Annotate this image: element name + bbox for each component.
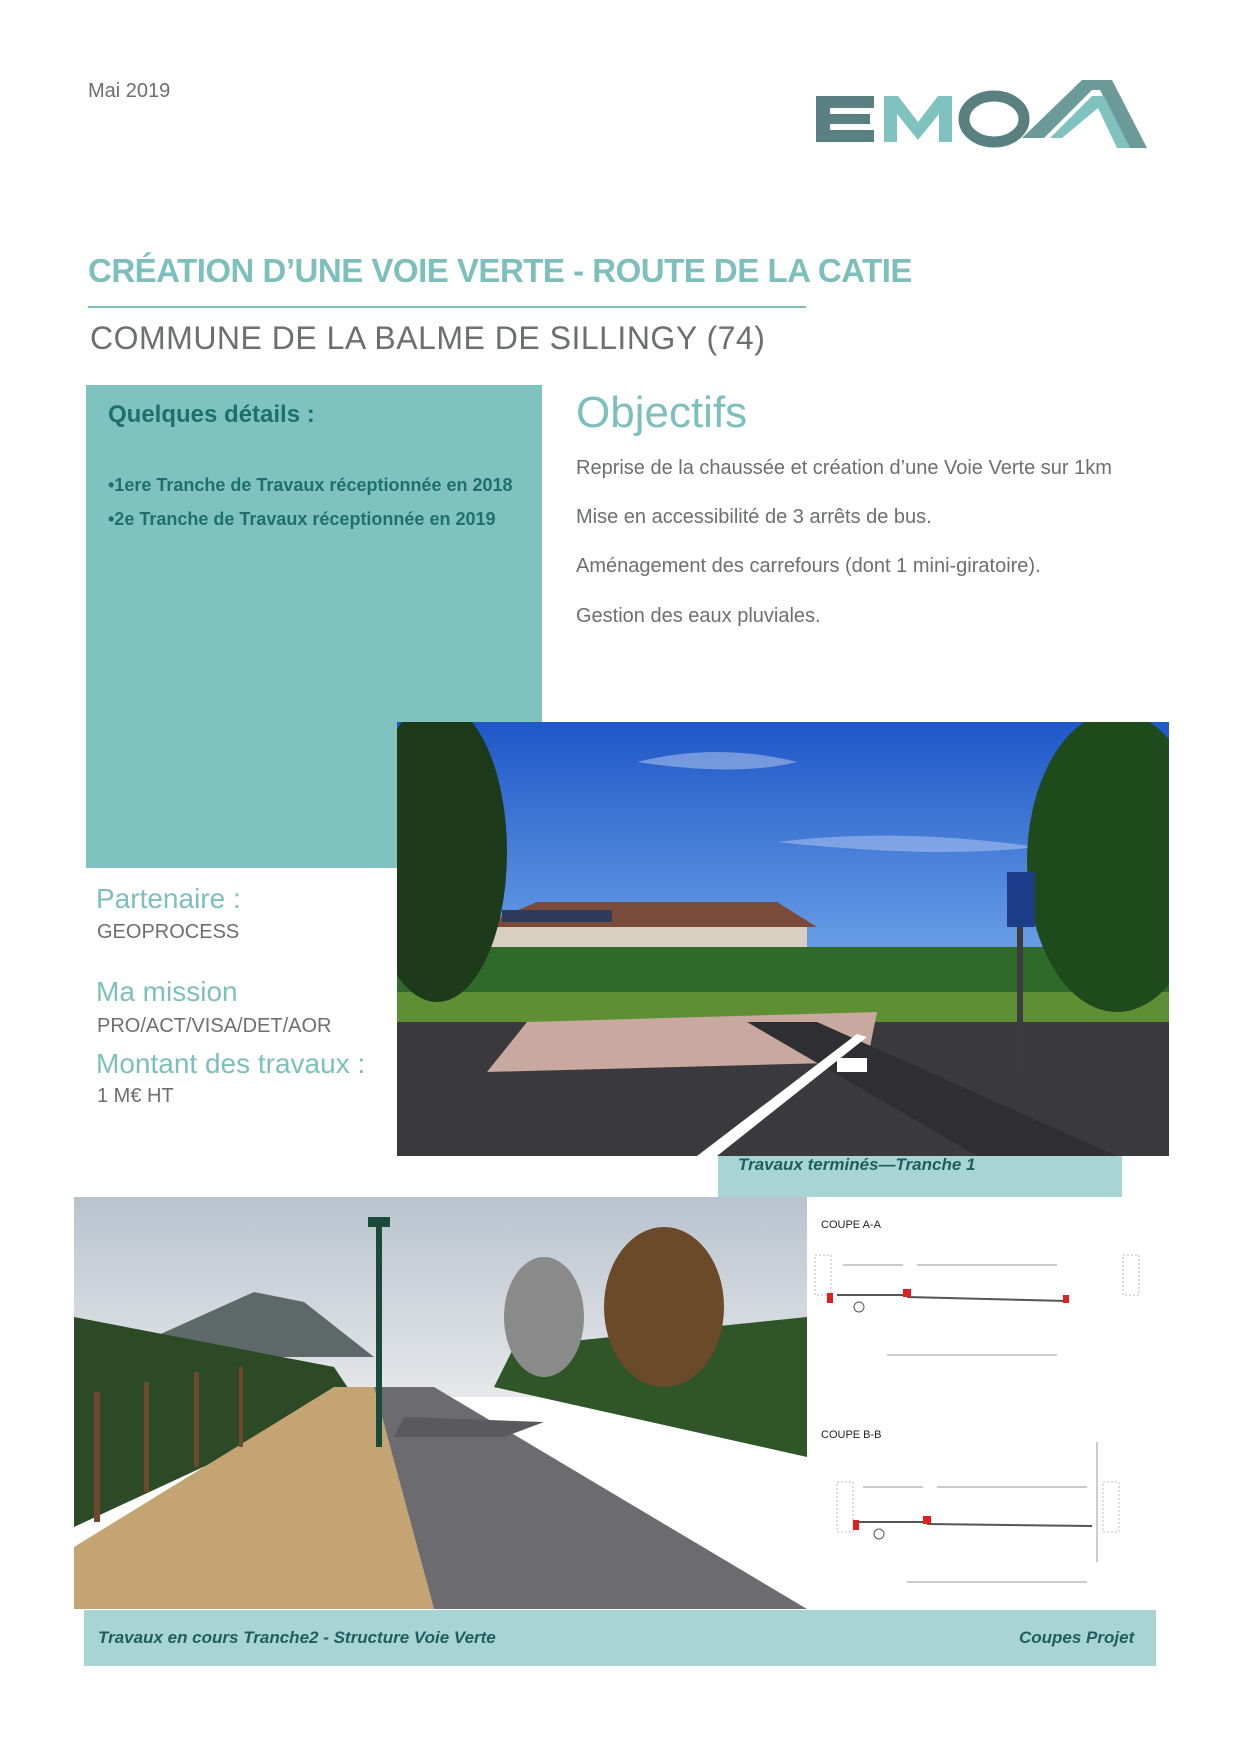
- page-subtitle: COMMUNE DE LA BALME DE SILLINGY (74): [90, 320, 766, 356]
- caption-photo2: Travaux en cours Tranche2 - Structure Voie Verte: [98, 1628, 496, 1647]
- section-a-drawing: [807, 1235, 1167, 1385]
- details-heading: Quelques détails :: [108, 401, 315, 428]
- photo-works-in-progress: [74, 1197, 807, 1609]
- photo-finished-works: [397, 722, 1169, 1156]
- page-title: CRÉATION D’UNE VOIE VERTE - ROUTE DE LA CATIE: [88, 252, 912, 289]
- company-logo: [812, 60, 1147, 160]
- mission-value: PRO/ACT/VISA/DET/AOR: [97, 1015, 332, 1037]
- caption-plans: Coupes Projet: [1019, 1628, 1135, 1647]
- details-item: •1ere Tranche de Travaux réceptionnée en 2018: [108, 475, 513, 495]
- partner-value: GEOPROCESS: [97, 921, 240, 943]
- objective-item: Reprise de la chaussée et création d’une Voie Verte sur 1km: [576, 457, 1112, 479]
- objective-item: Gestion des eaux pluviales.: [576, 605, 821, 627]
- partner-label: Partenaire :: [96, 883, 241, 914]
- caption-photo1: Travaux terminés—Tranche 1: [738, 1155, 976, 1174]
- section-a-title: COUPE A-A: [821, 1219, 881, 1231]
- amount-value: 1 M€ HT: [97, 1085, 174, 1107]
- plans-sections: [807, 1197, 1167, 1609]
- amount-label: Montant des travaux :: [96, 1048, 366, 1079]
- title-divider: [88, 306, 806, 308]
- objectives-heading: Objectifs: [576, 388, 748, 437]
- section-b-title: COUPE B-B: [821, 1429, 882, 1441]
- objective-item: Mise en accessibilité de 3 arrêts de bus.: [576, 506, 932, 528]
- section-b-drawing: [807, 1442, 1167, 1602]
- mission-label: Ma mission: [96, 976, 238, 1007]
- details-item: •2e Tranche de Travaux réceptionnée en 2019: [108, 509, 496, 529]
- document-date: Mai 2019: [88, 80, 171, 102]
- objective-item: Aménagement des carrefours (dont 1 mini-giratoire).: [576, 555, 1041, 577]
